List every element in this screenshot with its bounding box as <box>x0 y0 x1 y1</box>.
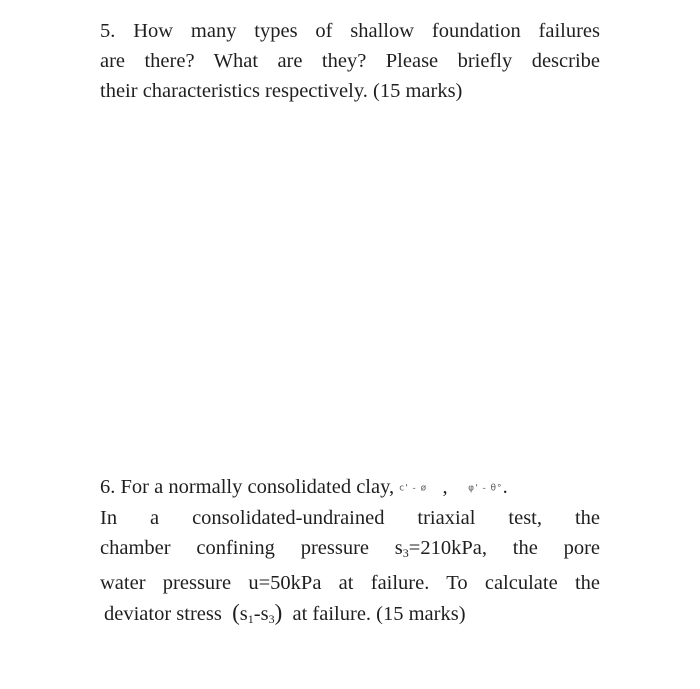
question-6 <box>100 472 600 634</box>
question-6-line-3 <box>100 533 600 568</box>
deviator-sub-3: 3 <box>268 612 275 627</box>
deviator-minus-s: -s <box>253 603 269 626</box>
deviator-sub-1: 1 <box>247 612 254 627</box>
line-5-pre: deviator stress <box>104 603 222 626</box>
question-5 <box>100 16 600 106</box>
line-3-post: =210kPa, the pore <box>408 537 601 560</box>
open-paren: ( <box>232 600 240 626</box>
line-3-subscript: 3 <box>402 546 409 561</box>
cohesion-symbol: c' - ø <box>399 483 428 494</box>
question-5-line-2: are there? What are they? Please briefly describe <box>100 50 600 72</box>
question-6-line-5 <box>100 598 600 634</box>
question-6-line-4: water pressure u=50kPa at failure. To calculate the <box>100 572 600 595</box>
deviator-s1: s <box>239 603 248 626</box>
friction-angle-symbol: φ' - θ° <box>468 483 503 494</box>
question-6-line-1 <box>100 472 600 503</box>
line-1-period: . <box>502 476 508 498</box>
question-5-line-1: 5. How many types of shallow foundation failures <box>100 20 600 42</box>
symbol-separator: , <box>442 476 448 498</box>
question-5-line-3: their characteristics respectively. (15 marks) <box>100 80 463 102</box>
line-3-pre: chamber confining pressure s <box>100 537 403 560</box>
line-5-post: at failure. (15 marks) <box>292 603 466 626</box>
question-6-line-2: In a consolidated-undrained triaxial test, the <box>100 507 600 530</box>
close-paren: ) <box>274 600 283 626</box>
question-6-line-1-text: 6. For a normally consolidated clay, <box>100 476 395 498</box>
